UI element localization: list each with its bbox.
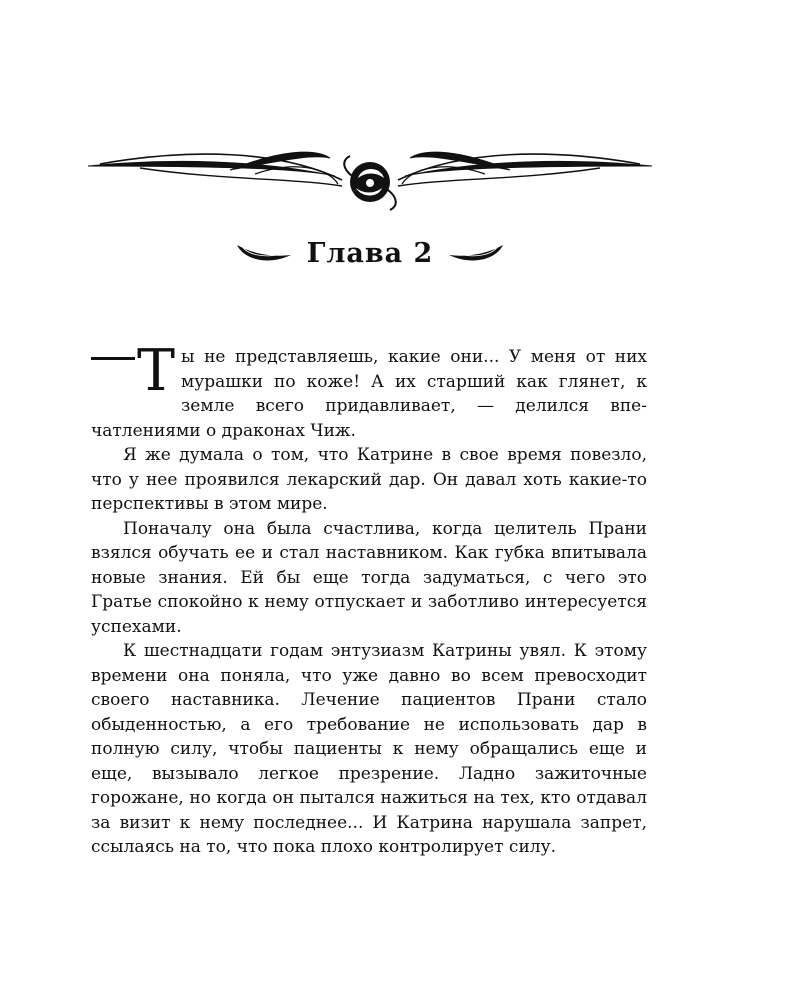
drop-cap: Т xyxy=(137,338,176,404)
dialogue-dash xyxy=(91,345,135,370)
feather-right-icon xyxy=(447,241,505,267)
ornament-divider xyxy=(80,140,660,220)
feather-left-icon xyxy=(235,241,293,267)
paragraph xyxy=(91,338,647,443)
paragraph: Я же думала о том, что Катрине в свое время повезло, что у нее проявился лекарский дар. Он давал хоть какие-то перспективы в этом мире. xyxy=(91,445,647,514)
paragraph-text: ы не представляешь, какие они... У меня от них мурашки по коже! А их старший как глянет, к земле всего придавливает, — делился впечатлениями о драконах Чиж. xyxy=(91,347,647,441)
chapter-heading xyxy=(0,238,740,269)
paragraph: Поначалу она была счастлива, когда целитель Прани взялся обучать ее и стал наставником. Как губка впитывала новые знания. Ей бы еще тогда задуматься, с чего это Гратье спокойно к нему отпускает и заботливо интересуется успехами. xyxy=(91,518,647,637)
chapter-title: Глава 2 xyxy=(306,238,434,269)
chapter-text xyxy=(91,338,647,860)
paragraph: К шестнадцати годам энтузиазм Катрины увял. К этому времени она поняла, что уже давно во всем превосходит своего наставника. Лечение пациентов Прани стало обыденностью, а его требование не использовать дар в полную силу, чтобы пациенты к нему обращались еще и еще, вызывало легкое презрение. Ладно зажиточные горожане, но когда он пытался нажиться на тех, кто отдавал за визит к нему последнее... И Катрина нарушала запрет, ссылаясь на то, что пока плохо контролирует силу. xyxy=(91,641,647,857)
